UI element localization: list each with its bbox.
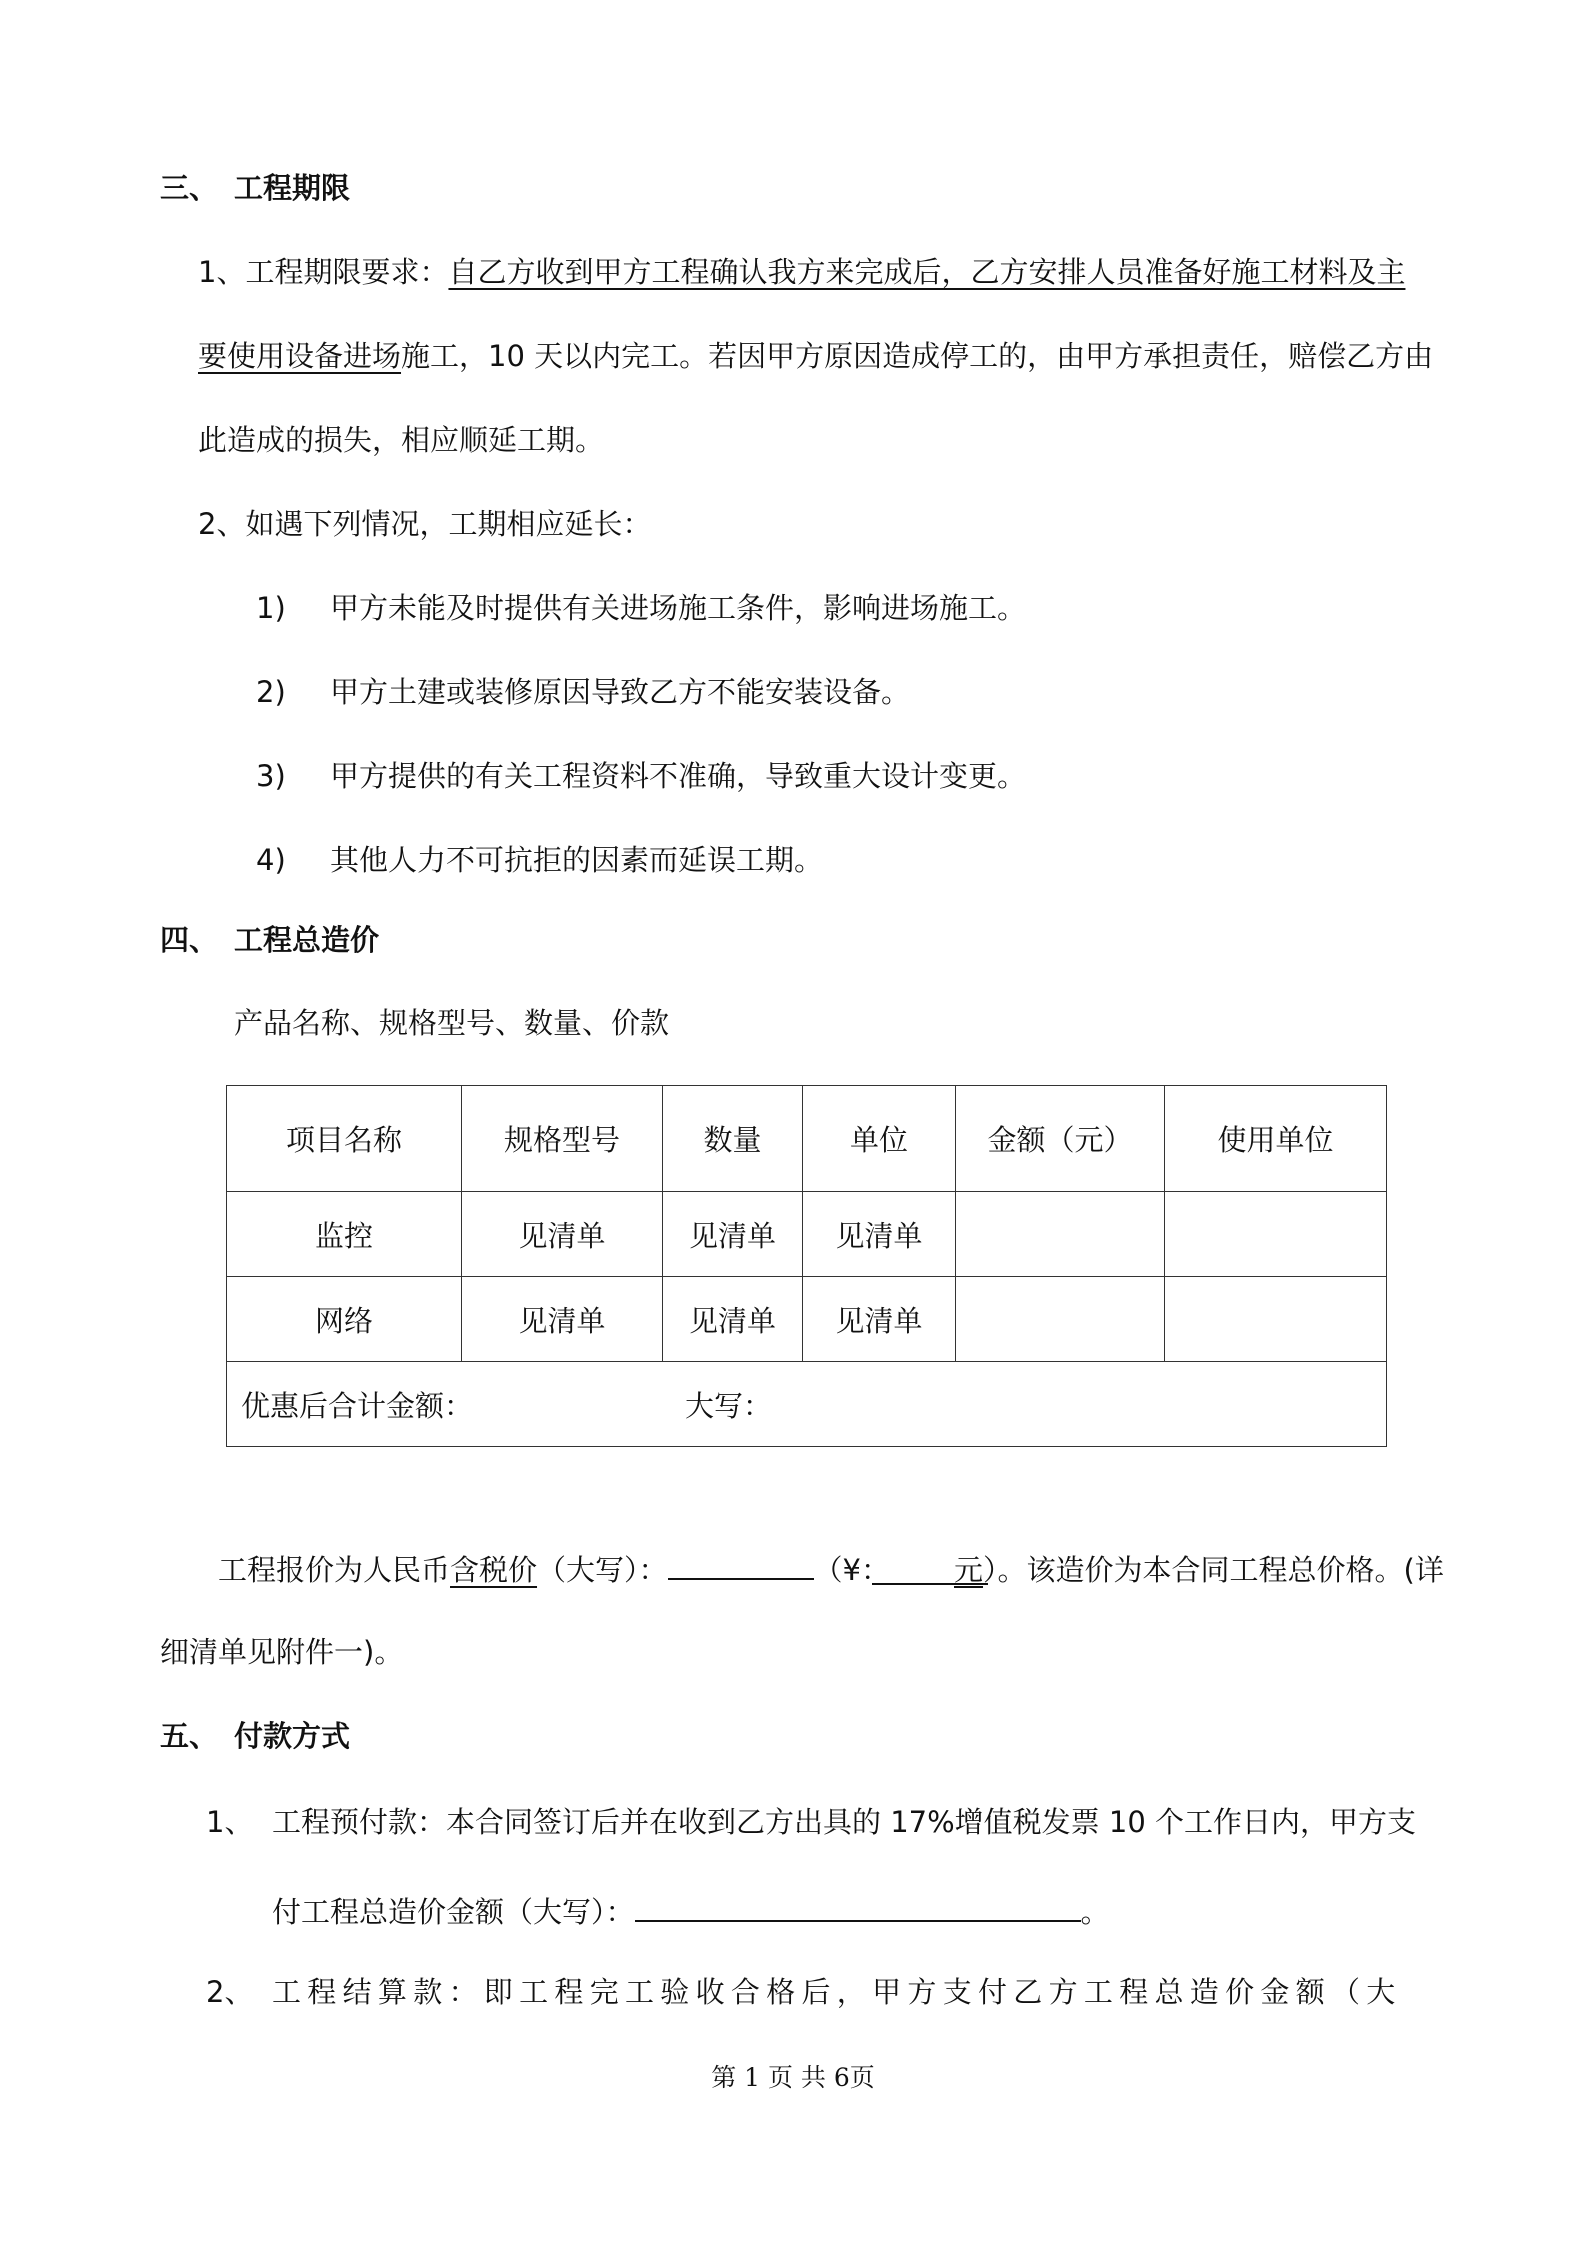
payment-1-text: 工程预付款：本合同签订后并在收到乙方出具的 17%增值税发票 10 个工作日内，甲方支 bbox=[272, 1805, 1417, 1839]
section-3-title: 工程期限 bbox=[234, 171, 351, 205]
list-item-3-text: 甲方提供的有关工程资料不准确，导致重大设计变更。 bbox=[330, 759, 1027, 793]
list-item-2-number: 2) bbox=[256, 675, 286, 709]
paragraph-3-1-line2 bbox=[198, 336, 1433, 376]
table-cell bbox=[1165, 1192, 1387, 1277]
list-item-1-number: 1) bbox=[256, 591, 286, 625]
table-cell: 网络 bbox=[227, 1277, 462, 1362]
total-amount-label: 优惠后合计金额： bbox=[241, 1388, 474, 1423]
table-cell: 见清单 bbox=[462, 1192, 663, 1277]
list-item-3-number: 3) bbox=[256, 759, 286, 793]
section-4-subtitle: 产品名称、规格型号、数量、价款 bbox=[234, 1006, 670, 1040]
payment-1-caps-blank bbox=[635, 1890, 1081, 1922]
table-row bbox=[227, 1277, 1387, 1362]
table-total-row bbox=[227, 1362, 1387, 1447]
price-caps-blank bbox=[668, 1548, 814, 1580]
total-amount-caps-label: 大写： bbox=[685, 1388, 773, 1423]
table-header-cell: 数量 bbox=[663, 1086, 803, 1192]
price-table bbox=[226, 1085, 1387, 1447]
paragraph-3-2: 2、如遇下列情况，工期相应延长： bbox=[198, 507, 652, 541]
list-item-4-number: 4) bbox=[256, 843, 286, 877]
paragraph-3-1-line3: 此造成的损失，相应顺延工期。 bbox=[198, 423, 605, 457]
table-header-cell: 规格型号 bbox=[462, 1086, 663, 1192]
price-statement-line1 bbox=[218, 1548, 1444, 1590]
price-statement-line2: 细清单见附件一)。 bbox=[160, 1635, 404, 1669]
payment-1-caps-label: 付工程总造价金额（大写）： bbox=[272, 1895, 635, 1929]
table-cell bbox=[1165, 1277, 1387, 1362]
payment-2-number: 2、 bbox=[206, 1975, 254, 2009]
table-cell bbox=[956, 1192, 1165, 1277]
price-statement-yen-label: （¥： bbox=[813, 1553, 890, 1587]
table-cell: 见清单 bbox=[803, 1277, 956, 1362]
table-cell: 监控 bbox=[227, 1192, 462, 1277]
table-cell: 见清单 bbox=[663, 1192, 803, 1277]
list-item-4-text: 其他人力不可抗拒的因素而延误工期。 bbox=[330, 843, 824, 877]
price-statement-suffix: ）。该造价为本合同工程总价格。(详 bbox=[983, 1553, 1444, 1587]
table-header-cell: 金额（元） bbox=[956, 1086, 1165, 1192]
price-yen-spacer bbox=[890, 1550, 954, 1580]
table-cell: 见清单 bbox=[803, 1192, 956, 1277]
paragraph-3-1-line1 bbox=[198, 252, 1405, 292]
table-header-cell: 单位 bbox=[803, 1086, 956, 1192]
paragraph-3-1-rest: 施工，10 天以内完工。若因甲方原因造成停工的，由甲方承担责任，赔偿乙方由 bbox=[401, 339, 1434, 373]
list-item-1-text: 甲方未能及时提供有关进场施工条件，影响进场施工。 bbox=[330, 591, 1027, 625]
table-header-row bbox=[227, 1086, 1387, 1192]
price-statement-caps-label: （大写）： bbox=[537, 1553, 668, 1587]
section-3-number: 三、 bbox=[160, 171, 219, 205]
table-cell bbox=[956, 1277, 1165, 1362]
section-5-title: 付款方式 bbox=[234, 1719, 351, 1753]
table-row bbox=[227, 1192, 1387, 1277]
table-header-cell: 项目名称 bbox=[227, 1086, 462, 1192]
payment-1-period: 。 bbox=[1080, 1895, 1110, 1929]
list-item-2-text: 甲方土建或装修原因导致乙方不能安装设备。 bbox=[330, 675, 911, 709]
paragraph-3-1-lead: 1、工程期限要求： bbox=[198, 255, 449, 289]
section-4-title: 工程总造价 bbox=[234, 923, 380, 957]
section-5-number: 五、 bbox=[160, 1719, 219, 1753]
table-total-cell bbox=[227, 1362, 1387, 1447]
price-statement-prefix: 工程报价为人民币 bbox=[218, 1553, 451, 1587]
price-statement-tax-inclusive: 含税价 bbox=[450, 1553, 538, 1587]
table-cell: 见清单 bbox=[663, 1277, 803, 1362]
payment-1-number: 1、 bbox=[206, 1805, 254, 1839]
table-header-cell: 使用单位 bbox=[1165, 1086, 1387, 1192]
paragraph-3-1-underlined-2: 要使用设备进场 bbox=[198, 339, 402, 373]
price-statement-yuan: 元 bbox=[954, 1553, 984, 1587]
price-yen-blank-line bbox=[872, 1583, 988, 1585]
section-4-number: 四、 bbox=[160, 923, 219, 957]
table-cell: 见清单 bbox=[462, 1277, 663, 1362]
payment-1-line2 bbox=[272, 1890, 1110, 1932]
payment-2-text: 工程结算款：即工程完工验收合格后，甲方支付乙方工程总造价金额（大 bbox=[272, 1975, 1402, 2009]
paragraph-3-1-underlined-1: 自乙方收到甲方工程确认我方来完成后，乙方安排人员准备好施工材料及主 bbox=[448, 255, 1406, 289]
page-footer: 第 1 页 共 6页 bbox=[711, 2063, 875, 2092]
